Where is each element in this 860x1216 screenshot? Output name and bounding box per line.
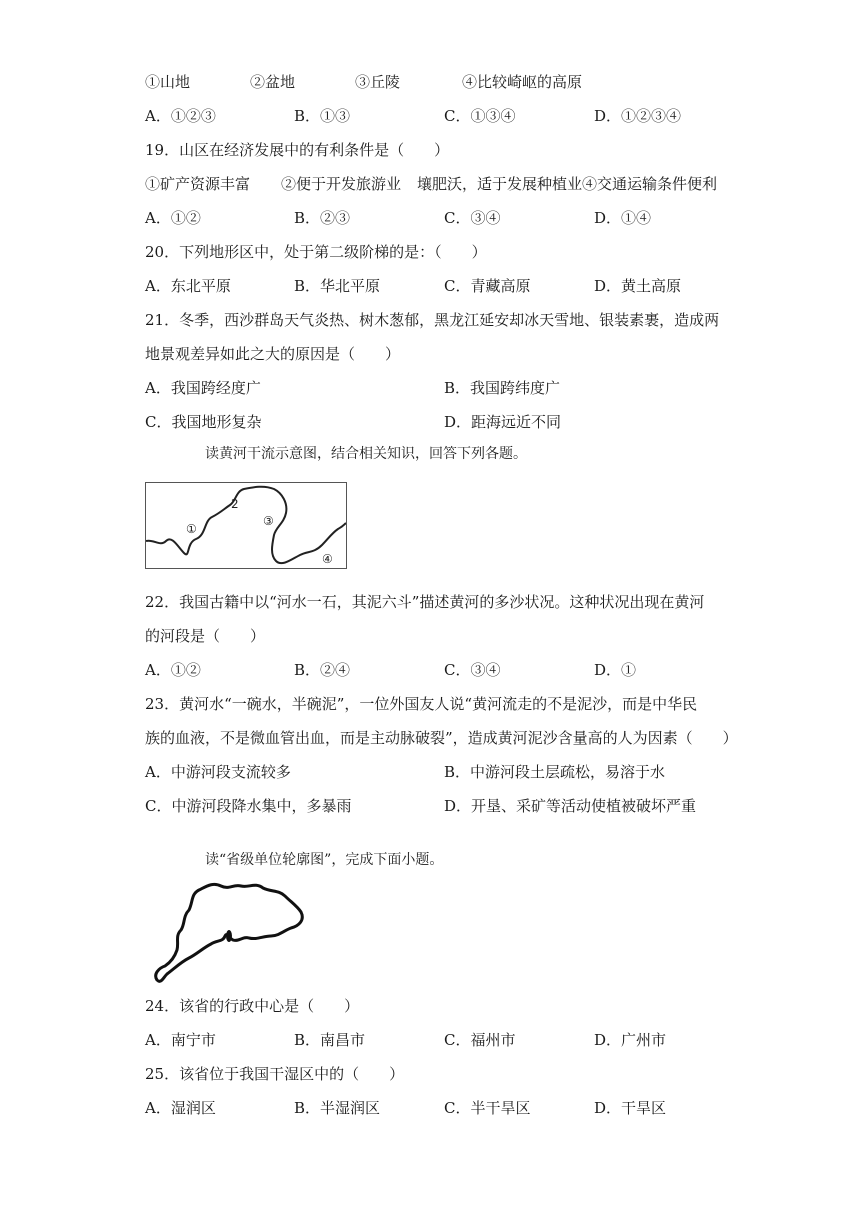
province-map-intro: 读“省级单位轮廓图”，完成下面小题。 — [205, 852, 444, 868]
river-marker-label-4: ④ — [322, 552, 333, 566]
q24-option-b[interactable]: B．南昌市 — [294, 1031, 366, 1049]
q20-option-b[interactable]: B．华北平原 — [294, 277, 381, 295]
river-marker-1 — [186, 522, 197, 536]
q23-stem-line-1: 23．黄河水“一碗水，半碗泥”，一位外国友人说“黄河流走的不是泥沙，而是中华民 — [145, 695, 698, 713]
river-map-intro: 读黄河干流示意图，结合相关知识，回答下列各题。 — [205, 446, 527, 462]
q19-option-b[interactable]: B．②③ — [294, 209, 351, 227]
q20-option-d[interactable]: D．黄土高原 — [594, 277, 682, 295]
province-outline-map — [145, 878, 310, 988]
q25-stem: 25．该省位于我国干湿区中的（ ） — [145, 1065, 405, 1083]
q18-option-b[interactable]: B．①③ — [294, 107, 351, 125]
q18-option-c[interactable]: C．①③④ — [444, 107, 516, 125]
q25-option-c[interactable]: C．半干旱区 — [444, 1099, 531, 1117]
q24-option-a[interactable]: A．南宁市 — [145, 1031, 216, 1049]
q23-option-d[interactable]: D．开垦、采矿等活动使植被破坏严重 — [444, 797, 697, 815]
river-marker-label-1: ① — [186, 522, 197, 536]
yellow-river-map — [145, 482, 347, 569]
q22-option-c[interactable]: C．③④ — [444, 661, 501, 679]
q24-stem: 24．该省的行政中心是（ ） — [145, 997, 360, 1015]
q18-item-2: ②盆地 — [250, 73, 296, 91]
q19-item-1: ①矿产资源丰富 — [145, 175, 251, 193]
q23-stem-line-2: 族的血液，不是微血管出血，而是主动脉破裂”，造成黄河泥沙含量高的人为因素（ ） — [145, 729, 738, 747]
q18-option-d[interactable]: D．①②③④ — [594, 107, 682, 125]
q21-option-d[interactable]: D．距海远近不同 — [444, 413, 562, 431]
yellow-river-diagram — [146, 483, 346, 568]
q19-option-d[interactable]: D．①④ — [594, 209, 652, 227]
q22-option-b[interactable]: B．②④ — [294, 661, 351, 679]
q25-option-b[interactable]: B．半湿润区 — [294, 1099, 381, 1117]
river-marker-label-2: 2 — [231, 497, 239, 511]
q18-item-3: ③丘陵 — [355, 73, 401, 91]
q23-option-a[interactable]: A．中游河段支流较多 — [145, 763, 291, 781]
q18-option-a[interactable]: A．①②③ — [145, 107, 216, 125]
q19-option-a[interactable]: A．①② — [145, 209, 201, 227]
q22-stem-line-2: 的河段是（ ） — [145, 627, 266, 645]
q25-option-a[interactable]: A．湿润区 — [145, 1099, 216, 1117]
q21-option-a[interactable]: A．我国跨经度广 — [145, 379, 261, 397]
q20-option-a[interactable]: A．东北平原 — [145, 277, 231, 295]
q23-option-c[interactable]: C．中游河段降水集中，多暴雨 — [145, 797, 352, 815]
q21-option-b[interactable]: B．我国跨纬度广 — [444, 379, 561, 397]
q23-option-b[interactable]: B．中游河段土层疏松，易溶于水 — [444, 763, 666, 781]
q19-item-2: ②便于开发旅游业 — [281, 175, 402, 193]
river-marker-2 — [231, 497, 239, 511]
q25-option-d[interactable]: D．干旱区 — [594, 1099, 667, 1117]
river-marker-label-3: ③ — [263, 514, 274, 528]
q22-option-d[interactable]: D．① — [594, 661, 637, 679]
q21-option-c[interactable]: C．我国地形复杂 — [145, 413, 262, 431]
q19-stem: 19．山区在经济发展中的有利条件是（ ） — [145, 141, 450, 159]
q22-stem-line-1: 22．我国古籍中以“河水一石，其泥六斗”描述黄河的多沙状况。这种状况出现在黄河 — [145, 593, 705, 611]
q19-item-3: 壤肥沃，适于发展种植业④交通运输条件便利 — [417, 175, 718, 193]
capital-marker — [226, 930, 232, 942]
q18-item-4: ④比较崎岖的高原 — [462, 73, 583, 91]
q19-option-c[interactable]: C．③④ — [444, 209, 501, 227]
q24-option-d[interactable]: D．广州市 — [594, 1031, 667, 1049]
river-marker-4 — [322, 552, 333, 566]
q21-stem-line-2: 地景观差异如此之大的原因是（ ） — [145, 345, 401, 363]
q18-item-1: ①山地 — [145, 73, 191, 91]
q20-option-c[interactable]: C．青藏高原 — [444, 277, 531, 295]
river-marker-3 — [263, 514, 274, 528]
q20-stem: 20．下列地形区中，处于第二级阶梯的是：（ ） — [145, 243, 487, 261]
q22-option-a[interactable]: A．①② — [145, 661, 201, 679]
q24-option-c[interactable]: C．福州市 — [444, 1031, 516, 1049]
q21-stem-line-1: 21．冬季，西沙群岛天气炎热、树木葱郁，黑龙江延安却冰天雪地、银装素裹，造成两 — [145, 311, 720, 329]
